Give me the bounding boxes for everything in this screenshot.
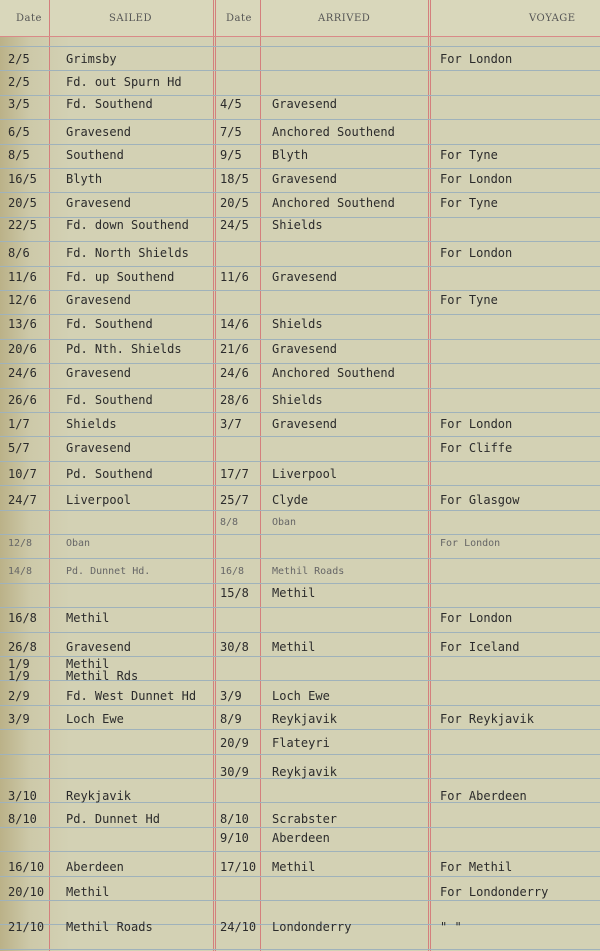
sailed-place: Gravesend xyxy=(66,125,132,139)
arrived-place: Oban xyxy=(272,517,297,528)
voyage: For London xyxy=(440,172,513,186)
header-voyage: VOYAGE xyxy=(529,13,576,24)
sailed-date: 20/6 xyxy=(8,342,37,356)
arrived-date: 30/9 xyxy=(220,765,249,779)
arrived-date: 20/5 xyxy=(220,196,249,210)
arrived-date: 7/5 xyxy=(220,125,242,139)
arrived-place: Londonderry xyxy=(272,920,352,934)
voyage: For London xyxy=(440,417,513,431)
sailed-place: Fd. Southend xyxy=(66,317,153,331)
arrived-place: Shields xyxy=(272,317,323,331)
sailed-place: Gravesend xyxy=(66,441,132,455)
arrived-date: 8/10 xyxy=(220,812,249,826)
ruled-line xyxy=(0,95,600,96)
sailed-place: Gravesend xyxy=(66,196,132,210)
sailed-date: 26/8 xyxy=(8,640,37,654)
voyage: For Glasgow xyxy=(440,493,520,507)
sailed-date: 1/7 xyxy=(8,417,30,431)
column-divider xyxy=(428,0,431,951)
voyage: " " xyxy=(440,920,462,934)
arrived-date: 9/5 xyxy=(220,148,242,162)
ruled-line xyxy=(0,168,600,169)
voyage: For Tyne xyxy=(440,148,498,162)
arrived-place: Anchored Southend xyxy=(272,366,395,380)
ruled-line xyxy=(0,754,600,755)
ruled-line xyxy=(0,339,600,340)
arrived-place: Shields xyxy=(272,393,323,407)
sailed-date: 14/8 xyxy=(8,566,33,577)
arrived-date: 3/7 xyxy=(220,417,242,431)
arrived-place: Gravesend xyxy=(272,417,338,431)
sailed-place: Fd. out Spurn Hd xyxy=(66,75,182,89)
sailed-place: Grimsby xyxy=(66,52,117,66)
sailed-date: 2/5 xyxy=(8,52,30,66)
ruled-line xyxy=(0,412,600,413)
sailed-date: 3/10 xyxy=(8,789,37,803)
arrived-place: Aberdeen xyxy=(272,831,330,845)
sailed-date: 22/5 xyxy=(8,218,37,232)
sailed-date: 5/7 xyxy=(8,441,30,455)
arrived-place: Flateyri xyxy=(272,736,330,750)
arrived-date: 24/6 xyxy=(220,366,249,380)
arrived-date: 17/10 xyxy=(220,860,257,874)
sailed-date: 10/7 xyxy=(8,467,37,481)
sailed-place: Fd. West Dunnet Hd xyxy=(66,689,197,703)
sailed-place: Loch Ewe xyxy=(66,712,124,726)
arrived-place: Loch Ewe xyxy=(272,689,330,703)
ruled-line xyxy=(0,144,600,145)
voyage: For Cliffe xyxy=(440,441,513,455)
arrived-place: Shields xyxy=(272,218,323,232)
sailed-date: 12/6 xyxy=(8,293,37,307)
sailed-date: 13/6 xyxy=(8,317,37,331)
arrived-date: 30/8 xyxy=(220,640,249,654)
arrived-date: 20/9 xyxy=(220,736,249,750)
ruled-line xyxy=(0,558,600,559)
sailed-date: 2/5 xyxy=(8,75,30,89)
arrived-place: Liverpool xyxy=(272,467,338,481)
arrived-date: 17/7 xyxy=(220,467,249,481)
sailed-date: 24/6 xyxy=(8,366,37,380)
arrived-date: 24/5 xyxy=(220,218,249,232)
arrived-date: 11/6 xyxy=(220,270,249,284)
voyage: For London xyxy=(440,538,501,549)
sailed-place: Methil xyxy=(66,611,110,625)
header-band xyxy=(0,0,600,36)
ruled-line xyxy=(0,290,600,291)
ruled-line xyxy=(0,876,600,877)
sailed-date: 20/10 xyxy=(8,885,45,899)
arrived-date: 4/5 xyxy=(220,97,242,111)
sailed-place: Methil Rds xyxy=(66,669,139,683)
arrived-date: 24/10 xyxy=(220,920,257,934)
ruled-line xyxy=(0,266,600,267)
voyage: For Iceland xyxy=(440,640,520,654)
sailed-date: 1/9 xyxy=(8,657,30,671)
voyage: For London xyxy=(440,52,513,66)
ruled-line xyxy=(0,192,600,193)
arrived-date: 21/6 xyxy=(220,342,249,356)
arrived-place: Methil Roads xyxy=(272,566,345,577)
ruled-line xyxy=(0,583,600,584)
voyage: For Tyne xyxy=(440,293,498,307)
sailed-place: Methil xyxy=(66,657,110,671)
arrived-date: 28/6 xyxy=(220,393,249,407)
sailed-date: 12/8 xyxy=(8,538,33,549)
arrived-date: 18/5 xyxy=(220,172,249,186)
sailed-place: Aberdeen xyxy=(66,860,124,874)
sailed-date: 24/7 xyxy=(8,493,37,507)
sailed-place: Southend xyxy=(66,148,124,162)
sailed-date: 26/6 xyxy=(8,393,37,407)
sailed-place: Gravesend xyxy=(66,293,132,307)
voyage: For Methil xyxy=(440,860,513,874)
ruled-line xyxy=(0,70,600,71)
sailed-place: Oban xyxy=(66,538,91,549)
header-date-sailed: Date xyxy=(16,13,42,24)
sailed-place: Fd. North Shields xyxy=(66,246,189,260)
sailed-date: 16/5 xyxy=(8,172,37,186)
arrived-place: Methil xyxy=(272,860,316,874)
ruled-line xyxy=(0,363,600,364)
arrived-place: Scrabster xyxy=(272,812,338,826)
voyage: For Tyne xyxy=(440,196,498,210)
arrived-place: Reykjavik xyxy=(272,765,338,779)
sailed-date: 2/9 xyxy=(8,689,30,703)
sailed-date: 21/10 xyxy=(8,920,45,934)
column-divider xyxy=(260,0,261,951)
arrived-place: Methil xyxy=(272,586,316,600)
ruled-line xyxy=(0,46,600,47)
arrived-place: Clyde xyxy=(272,493,309,507)
arrived-date: 8/8 xyxy=(220,517,239,528)
sailed-place: Methil Roads xyxy=(66,920,153,934)
arrived-place: Methil xyxy=(272,640,316,654)
ruled-line xyxy=(0,485,600,486)
voyage: For Londonderry xyxy=(440,885,549,899)
ruled-line xyxy=(0,729,600,730)
voyage: For Aberdeen xyxy=(440,789,527,803)
sailed-date: 16/8 xyxy=(8,611,37,625)
sailed-place: Fd. up Southend xyxy=(66,270,175,284)
header-arrived: ARRIVED xyxy=(318,13,371,24)
ruled-line xyxy=(0,900,600,901)
arrived-place: Gravesend xyxy=(272,172,338,186)
arrived-date: 8/9 xyxy=(220,712,242,726)
sailed-date: 8/5 xyxy=(8,148,30,162)
sailed-place: Liverpool xyxy=(66,493,132,507)
sailed-place: Blyth xyxy=(66,172,103,186)
sailed-date: 1/9 xyxy=(8,669,30,683)
arrived-place: Gravesend xyxy=(272,342,338,356)
column-divider xyxy=(213,0,216,951)
arrived-date: 3/9 xyxy=(220,689,242,703)
ruled-line xyxy=(0,510,600,511)
ruled-line xyxy=(0,705,600,706)
sailed-place: Gravesend xyxy=(66,366,132,380)
column-divider xyxy=(49,0,50,951)
voyage: For Reykjavik xyxy=(440,712,534,726)
sailed-place: Pd. Southend xyxy=(66,467,153,481)
sailed-place: Pd. Dunnet Hd xyxy=(66,812,160,826)
sailed-date: 6/5 xyxy=(8,125,30,139)
sailed-place: Pd. Nth. Shields xyxy=(66,342,182,356)
ruled-line xyxy=(0,534,600,535)
arrived-place: Reykjavik xyxy=(272,712,338,726)
sailed-date: 3/9 xyxy=(8,712,30,726)
ruled-line xyxy=(0,949,600,950)
sailed-place: Reykjavik xyxy=(66,789,132,803)
ruled-line xyxy=(0,436,600,437)
ruled-line xyxy=(0,461,600,462)
header-date-arrived: Date xyxy=(226,13,252,24)
arrived-date: 15/8 xyxy=(220,586,249,600)
ruled-line xyxy=(0,119,600,120)
sailed-place: Fd. down Southend xyxy=(66,218,189,232)
sailed-date: 11/6 xyxy=(8,270,37,284)
voyage: For London xyxy=(440,246,513,260)
sailed-date: 20/5 xyxy=(8,196,37,210)
arrived-place: Anchored Southend xyxy=(272,196,395,210)
arrived-date: 25/7 xyxy=(220,493,249,507)
ruled-line xyxy=(0,314,600,315)
ruled-line xyxy=(0,241,600,242)
ruled-line xyxy=(0,607,600,608)
header-sailed: SAILED xyxy=(109,13,152,24)
ruled-line xyxy=(0,632,600,633)
sailed-place: Shields xyxy=(66,417,117,431)
arrived-date: 9/10 xyxy=(220,831,249,845)
sailed-place: Fd. Southend xyxy=(66,97,153,111)
sailed-place: Methil xyxy=(66,885,110,899)
arrived-date: 14/6 xyxy=(220,317,249,331)
sailed-place: Gravesend xyxy=(66,640,132,654)
arrived-date: 16/8 xyxy=(220,566,245,577)
arrived-place: Blyth xyxy=(272,148,309,162)
arrived-place: Gravesend xyxy=(272,270,338,284)
sailed-place: Fd. Southend xyxy=(66,393,153,407)
sailed-date: 16/10 xyxy=(8,860,45,874)
voyage: For London xyxy=(440,611,513,625)
sailed-date: 8/10 xyxy=(8,812,37,826)
ruled-line xyxy=(0,827,600,828)
sailed-place: Pd. Dunnet Hd. xyxy=(66,566,151,577)
arrived-place: Gravesend xyxy=(272,97,338,111)
sailed-date: 8/6 xyxy=(8,246,30,260)
arrived-place: Anchored Southend xyxy=(272,125,395,139)
header-rule xyxy=(0,36,600,37)
sailed-date: 3/5 xyxy=(8,97,30,111)
ruled-line xyxy=(0,388,600,389)
ruled-line xyxy=(0,851,600,852)
